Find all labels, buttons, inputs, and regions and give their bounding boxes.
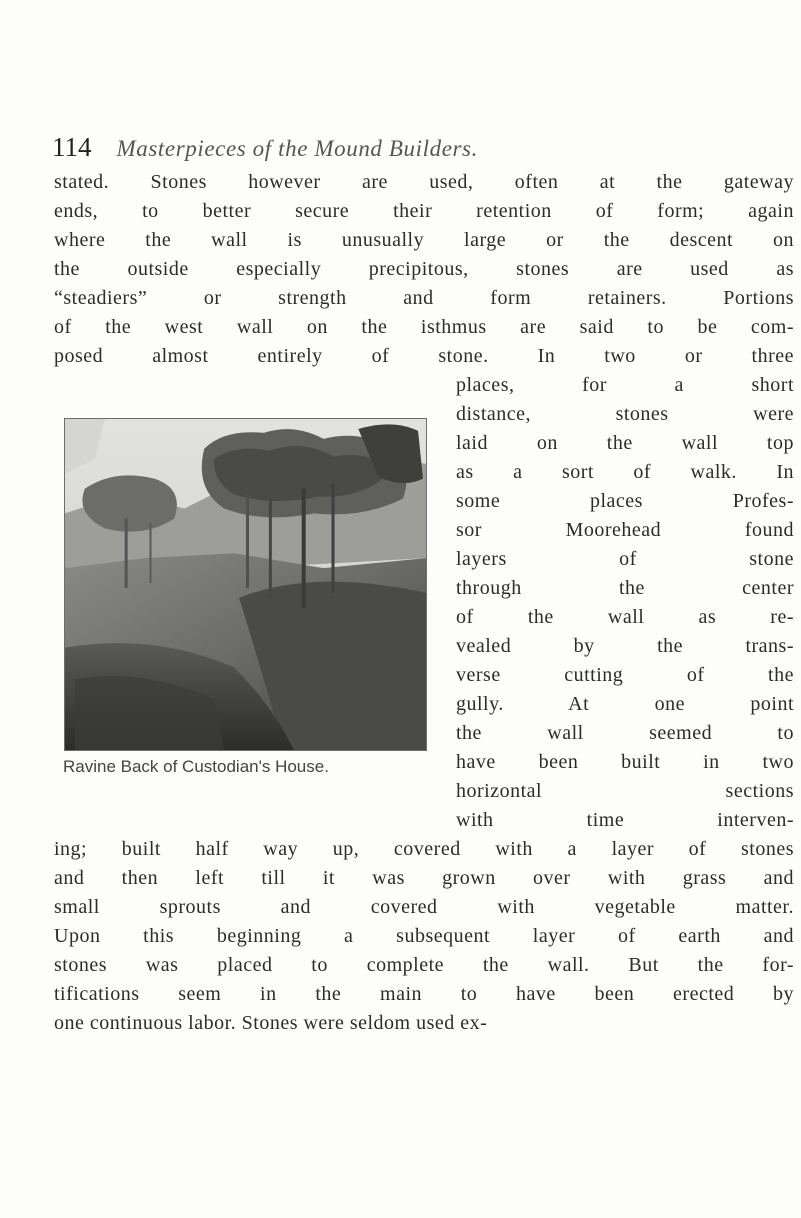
running-title: Masterpieces of the Mound Builders.: [116, 136, 478, 161]
text-line: vealed by the trans-: [456, 635, 794, 657]
text-line: of the wall as re-: [456, 606, 794, 628]
text-line: one continuous labor. Stones were seldom used ex-: [54, 1012, 488, 1034]
text-line: distance, stones were: [456, 403, 794, 425]
page-header: [52, 132, 478, 166]
ravine-photograph: [64, 418, 427, 751]
text-line: Upon this beginning a subsequent layer of earth and: [54, 925, 794, 947]
text-line: laid on the wall top: [456, 432, 794, 454]
text-line: small sprouts and covered with vegetable matter.: [54, 896, 794, 918]
text-line: the outside especially precipitous, stones are used as: [54, 258, 794, 280]
text-line: posed almost entirely of stone. In two or three: [54, 345, 794, 367]
text-line: through the center: [456, 577, 794, 599]
text-line: stones was placed to complete the wall. But the for-: [54, 954, 794, 976]
text-line: and then left till it was grown over with grass and: [54, 867, 794, 889]
text-line: where the wall is unusually large or the descent on: [54, 229, 794, 251]
ravine-photo-image: [65, 419, 426, 750]
text-line: verse cutting of the: [456, 664, 794, 686]
text-line: “steadiers” or strength and form retainers. Portions: [54, 287, 794, 309]
text-line: ends, to better secure their retention of form; again: [54, 200, 794, 222]
page-number: 114: [52, 132, 92, 162]
text-line: gully. At one point: [456, 693, 794, 715]
text-line: some places Profes-: [456, 490, 794, 512]
text-line: ing; built half way up, covered with a layer of stones: [54, 838, 794, 860]
text-line: layers of stone: [456, 548, 794, 570]
text-line: places, for a short: [456, 374, 794, 396]
text-line: stated. Stones however are used, often at the gateway: [54, 171, 794, 193]
text-line: the wall seemed to: [456, 722, 794, 744]
text-line: of the west wall on the isthmus are said to be com-: [54, 316, 794, 338]
text-line: as a sort of walk. In: [456, 461, 794, 483]
text-line: tifications seem in the main to have been erected by: [54, 983, 794, 1005]
text-line: horizontal sections: [456, 780, 794, 802]
figure-caption: Ravine Back of Custodian's House.: [63, 757, 329, 776]
text-line: have been built in two: [456, 751, 794, 773]
text-line: with time interven-: [456, 809, 794, 831]
text-line: sor Moorehead found: [456, 519, 794, 541]
